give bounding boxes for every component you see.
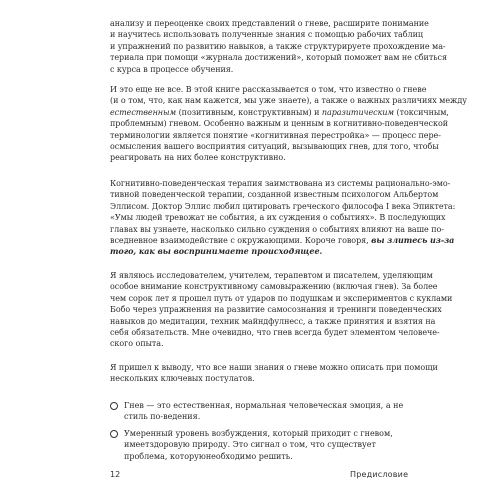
text-line: Умеренный уровень возбуждения, который приходит с гневом, имеет xyxy=(124,429,393,450)
text-fragment: (позитивным, конструктивным) и xyxy=(176,107,322,117)
bullet-text xyxy=(124,428,416,462)
text-line: главах вы узнаете, насколько сильно суждения о событиях влияют на ваше по- xyxy=(110,224,444,234)
text-line: нескольких ключевых постулатов. xyxy=(110,374,255,384)
term-natural: естественным xyxy=(110,107,177,117)
circle-bullet-icon xyxy=(110,402,118,410)
text-line: чем сорок лет я прошел путь от ударов по подушкам и экспериментов с куклами xyxy=(110,293,453,303)
text-line: здоровую природу. Это сигнал о том, что существует проблема, которую xyxy=(124,440,376,461)
text-line: реагировать на них более конструктивно. xyxy=(110,153,286,163)
paragraph-intro xyxy=(110,18,447,75)
emphasis-line: того, как вы воспринимаете происходящее. xyxy=(110,246,323,257)
text-line-mixed xyxy=(110,107,449,118)
text-line: Я являюсь исследователем, учителем, терапевтом и писателем, уделяющим xyxy=(110,271,433,280)
text-line: И это еще не все. В этой книге рассказывается о том, что известно о гневе xyxy=(110,85,427,94)
text-line: Когнитивно-поведенческая терапия заимствована из системы рационально-эмо- xyxy=(110,179,451,188)
text-line: Эллисом. Доктор Эллис любил цитировать греческого философа I века Эпиктета: xyxy=(110,201,456,211)
text-line: и упражнений по развитию навыков, а также структурируете прохождение ма- xyxy=(110,41,446,51)
bullet-text xyxy=(124,400,416,423)
text-line: териала при помощи «журнала достижений», который поможет вам не сбиться xyxy=(110,53,447,63)
running-head: Предисловие xyxy=(350,470,409,479)
emphasis-text: вы злитесь из-за xyxy=(371,235,455,246)
text-line: навыков до медитации, техник майндфулнесс, а также принятия и взятия на xyxy=(110,316,436,326)
text-line: особое внимание конструктивному самовыражению (включая гнев). За более xyxy=(110,282,438,292)
text-line: терминологии является понятие «когнитивная перестройка» — процесс пере- xyxy=(110,130,441,140)
text-line: ского опыта. xyxy=(110,339,164,349)
text-line: осмысления вашего восприятия ситуаций, вызывающих гнев, для того, чтобы xyxy=(110,142,439,152)
page-number: 12 xyxy=(110,470,121,479)
term-parasitic: паразитическим xyxy=(321,107,395,117)
text-line: анализу и переоценке своих представлений о гневе, расширите понимание xyxy=(110,19,429,28)
paragraph-differences xyxy=(110,84,467,164)
text-line: необходимо решить. xyxy=(205,451,293,461)
text-line: (и о том, что, как нам кажется, мы уже знаете), а также о важных различиях между xyxy=(110,96,467,106)
text-line: Я пришел к выводу, что все наши знания о гневе можно описать при помощи xyxy=(110,363,438,372)
text-line: с курса в процессе обучения. xyxy=(110,64,234,74)
paragraph-author xyxy=(110,270,453,350)
text-fragment: вседневное взаимодействие с окружающими. Короче говоря, xyxy=(110,236,372,246)
text-line: Гнев — это естественная, нормальная человеческая эмоция, а не стиль по- xyxy=(124,401,404,422)
text-line: и научитесь использовать полученные знания с помощью рабочих таблиц xyxy=(110,30,423,40)
text-line: себя обязательств. Мне очевидно, что гнев всегда будет элементом человече- xyxy=(110,328,440,338)
text-fragment: (токсичным, xyxy=(394,107,449,117)
text-line: ведения. xyxy=(163,412,201,422)
text-line: тивной поведенческой терапии, созданной известным психологом Альбертом xyxy=(110,190,439,200)
circle-bullet-icon xyxy=(110,430,118,438)
text-line: проблемным) гневом. Особенно важным и ценным в когнитивно-поведенческой xyxy=(110,119,448,129)
text-line: Бобо через упражнения на развитие самосознания и тренинги поведенческих xyxy=(110,305,442,315)
paragraph-conclusion xyxy=(110,362,438,385)
text-line-mixed xyxy=(110,235,455,246)
text-line: «Умы людей тревожат не события, а их суждения о событиях». В последующих xyxy=(110,213,446,223)
paragraph-cbt xyxy=(110,178,456,258)
